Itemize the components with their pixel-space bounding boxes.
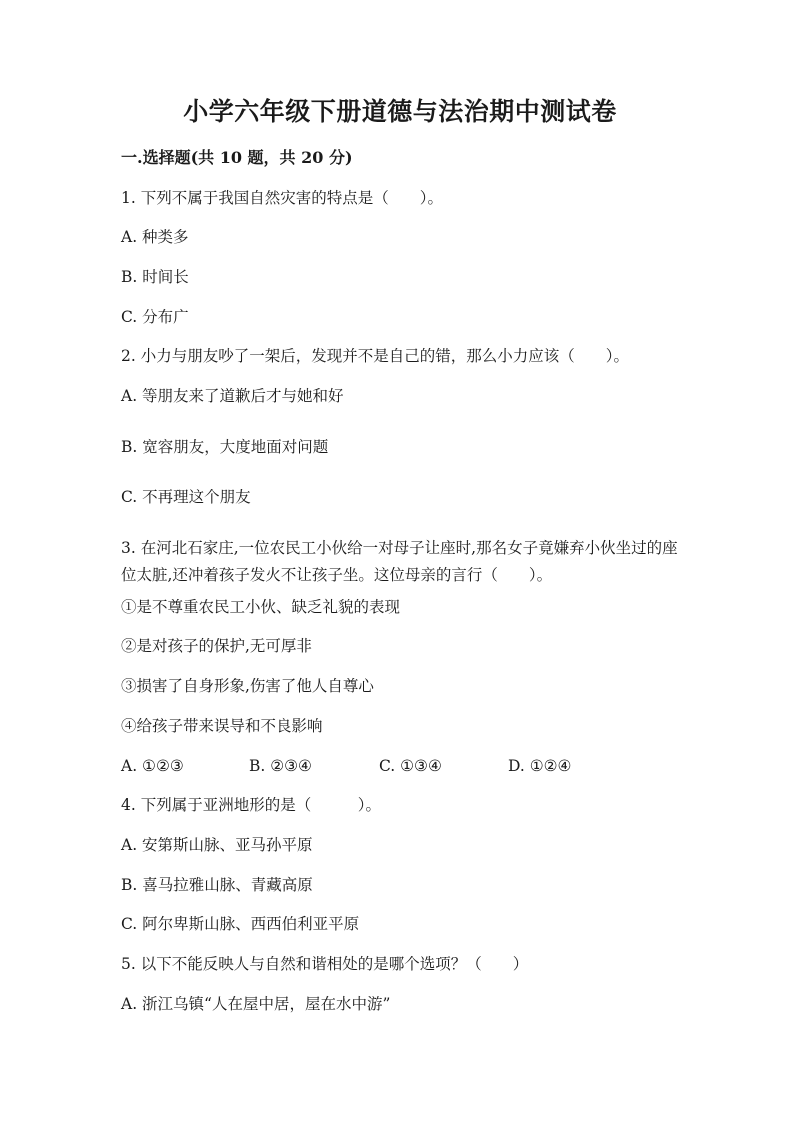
question-4-stem: 4. 下列属于亚洲地形的是（ ）。 xyxy=(121,796,381,814)
question-3-item-1: ①是不尊重农民工小伙、缺乏礼貌的表现 xyxy=(121,598,401,616)
question-3-option-c: C. ①③④ xyxy=(379,757,442,775)
question-3-item-4: ④给孩子带来误导和不良影响 xyxy=(121,717,323,735)
question-1-stem: 1. 下列不属于我国自然灾害的特点是（ ）。 xyxy=(121,189,443,207)
question-4-option-c: C. 阿尔卑斯山脉、西西伯利亚平原 xyxy=(121,915,360,933)
page-title: 小学六年级下册道德与法治期中测试卷 xyxy=(183,97,617,126)
question-1-option-b: B. 时间长 xyxy=(121,268,189,286)
question-5-stem: 5. 以下不能反映人与自然和谐相处的是哪个选项？（ ） xyxy=(121,955,529,973)
question-3-stem: 3. 在河北石家庄,一位农民工小伙给一对母子让座时,那名女子竟嫌弃小伙坐过的座位太脏,还冲着孩子发火不让孩子坐。这位母亲的言行（ ）。 xyxy=(121,539,678,584)
question-2-option-b: B. 宽容朋友，大度地面对问题 xyxy=(121,438,329,456)
question-3-item-2: ②是对孩子的保护,无可厚非 xyxy=(121,637,312,655)
question-3-option-d: D. ①②④ xyxy=(508,757,572,775)
question-3-item-3: ③损害了自身形象,伤害了他人自尊心 xyxy=(121,677,374,695)
question-2-option-a: A. 等朋友来了道歉后才与她和好 xyxy=(121,387,344,405)
question-1-option-a: A. 种类多 xyxy=(121,228,189,246)
question-3-option-a: A. ①②③ xyxy=(121,757,184,775)
question-4-option-a: A. 安第斯山脉、亚马孙平原 xyxy=(121,836,313,854)
question-1-option-c: C. 分布广 xyxy=(121,308,189,326)
question-3-options xyxy=(121,754,681,778)
question-5-option-a: A. 浙江乌镇“人在屋中居，屋在水中游” xyxy=(121,995,391,1013)
question-4-option-b: B. 喜马拉雅山脉、青藏高原 xyxy=(121,876,313,894)
question-2-option-c: C. 不再理这个朋友 xyxy=(121,488,251,506)
section-heading: 一.选择题(共 10 题，共 20 分) xyxy=(121,148,353,167)
question-3-option-b: B. ②③④ xyxy=(249,757,312,775)
question-2-stem: 2. 小力与朋友吵了一架后，发现并不是自己的错，那么小力应该（ ）。 xyxy=(121,347,629,365)
